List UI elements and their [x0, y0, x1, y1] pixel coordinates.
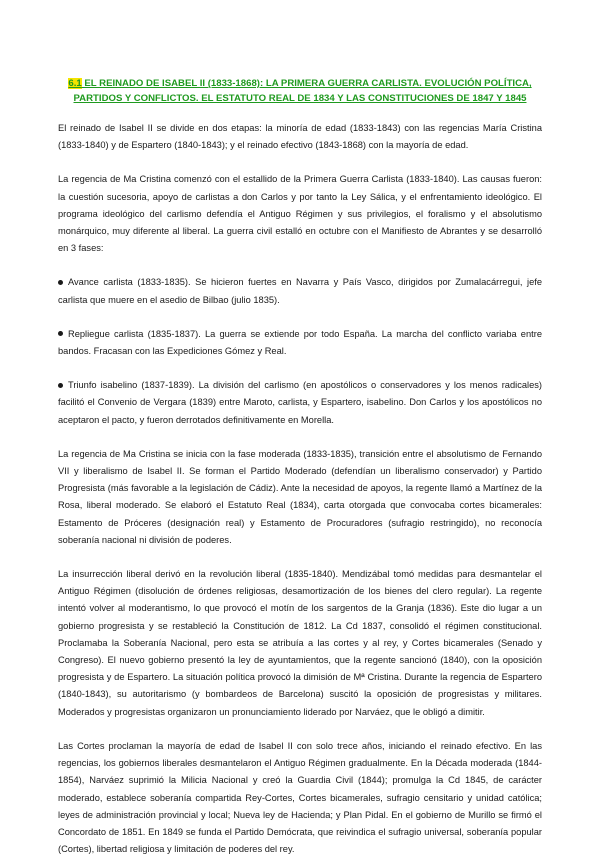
paragraph-regencia: La regencia de Ma Cristina comenzó con el estallido de la Primera Guerra Carlista (1833-1840). Las causas fueron: la cuestión sucesoria, apoyo de carlistas a don Carlos y por tanto la Ley Sálica, y el enfrentamiento ideológico. El programa ideológico del carlismo defendía el Antiguo Régimen y sus privilegios, el foralismo y el absolutismo monárquico, muy diferente al liberal. La guerra civil estalló en octubre con el Manifiesto de Abrantes y se desarrolló en 3 fases: [58, 174, 542, 254]
bullet-item [58, 326, 542, 360]
bullet-icon [58, 280, 63, 285]
bullet-icon [58, 331, 63, 336]
paragraph-reinado-efectivo: Las Cortes proclaman la mayoría de edad de Isabel II con solo trece años, iniciando el reinado efectivo. En las regencias, los gobiernos liberales desmantelaron el Antiguo Régimen gradualmente. En la Década moderada (1844-1854), Narváez suprimió la Milicia Nacional y creó la Guardia Civil (1844); promulga la Cd 1845, de carácter moderado, establece soberanía compartida Rey-Cortes, Cortes bicamerales, sufragio censitario y unidad católica; leyes de administración provincial y local; Nueva ley de Hacienda; y Plan Pidal. En el gobierno de Murillo se firmó el Concordato de 1851. En 1849 se funda el Partido Demócrata, que reivindica el sufragio universal, soberanía popular (Cortes), libertad religiosa y limitación de poderes del rey. [58, 740, 542, 855]
bullet-text: Repliegue carlista (1835-1837). La guerra se extiende por todo España. La marcha del conflicto variaba entre bandos. Fracasan con las Expediciones Gómez y Real. [58, 328, 542, 357]
section-heading [58, 76, 542, 106]
bullet-text: Avance carlista (1833-1835). Se hicieron fuertes en Navarra y País Vasco, dirigidos por Zumalacárregui, jefe carlista que muere en el asedio de Bilbao (julio 1835). [58, 277, 542, 305]
paragraph-fase-moderada: La regencia de Ma Cristina se inicia con la fase moderada (1833-1835), transición entre el absolutismo de Fernando VII y liberalismo de Isabel II. Se forman el Partido Moderado (defendían un liberalismo conservador) y Partido Progresista (más favorable a la legislación de Cádiz). Ante la necesidad de apoyos, la regente llamó a Martínez de la Rosa, liberal moderado. Se elaboró el Estatuto Real (1834), carta otorgada que convocaba cortes bicamerales: Estamento de Próceres (designación real) y Estamento de Procuradores (sufragio restringido), no reconocía soberanía nacional ni división de poderes. [58, 448, 542, 545]
section-title: EL REINADO DE ISABEL II (1833-1868): LA PRIMERA GUERRA CARLISTA. EVOLUCIÓN POLÍTICA, PARTIDOS Y CONFLICTOS. EL ESTATUTO REAL DE 1834 Y LAS CONSTITUCIONES DE 1847 Y 1845 [73, 78, 532, 104]
bullet-icon [58, 383, 63, 388]
section-number: 6.1 [68, 78, 82, 89]
bullet-item [58, 274, 542, 308]
paragraph-intro: El reinado de Isabel II se divide en dos etapas: la minoría de edad (1833-1843) con las regencias María Cristina (1833-1840) y de Espartero (1840-1843); y el reinado efectivo (1843-1868) con la mayoría de edad. [58, 123, 542, 151]
paragraph-revolucion-liberal: La insurrección liberal derivó en la revolución liberal (1835-1840). Mendizábal tomó medidas para desmantelar el Antiguo Régimen (disolución de órdenes religiosas, desamortización de los bienes del clero regular). La regente intentó volver al moderantismo, lo que provocó el motín de los sargentos de la Granja (1836). Este dio lugar a un gobierno progresista y se restableció la Constitución de 1812. La Cd 1837, consolidó el régimen constitucional. Proclamaba la Soberanía Nacional, pero esta se atribuía a las cortes y al rey, y Cortes bicamerales (Senado y Congreso). El nuevo gobierno presentó la ley de ayuntamientos, que la regente sancionó (1840), con la oposición progresista y de Espartero. La situación política provocó la dimisión de Mª Cristina. Durante la regencia de Espartero (1840-1843), su autoritarismo (y bombardeos de Barcelona) suscitó la oposición de progresistas y militares. Moderados y progresistas organizaron un pronunciamiento liderado por Narváez, que le obligó a dimitir. [58, 569, 542, 717]
bullet-item [58, 377, 542, 429]
bullet-text: Triunfo isabelino (1837-1839). La división del carlismo (en apostólicos o conservadores y los menos radicales) facilitó el Convenio de Vergara (1839) entre Maroto, carlista, y Espartero, isabelino. Don Carlos y los apostólicos no aceptaron el pacto, y fueron derrotados definitivamente en Morella. [58, 380, 542, 425]
